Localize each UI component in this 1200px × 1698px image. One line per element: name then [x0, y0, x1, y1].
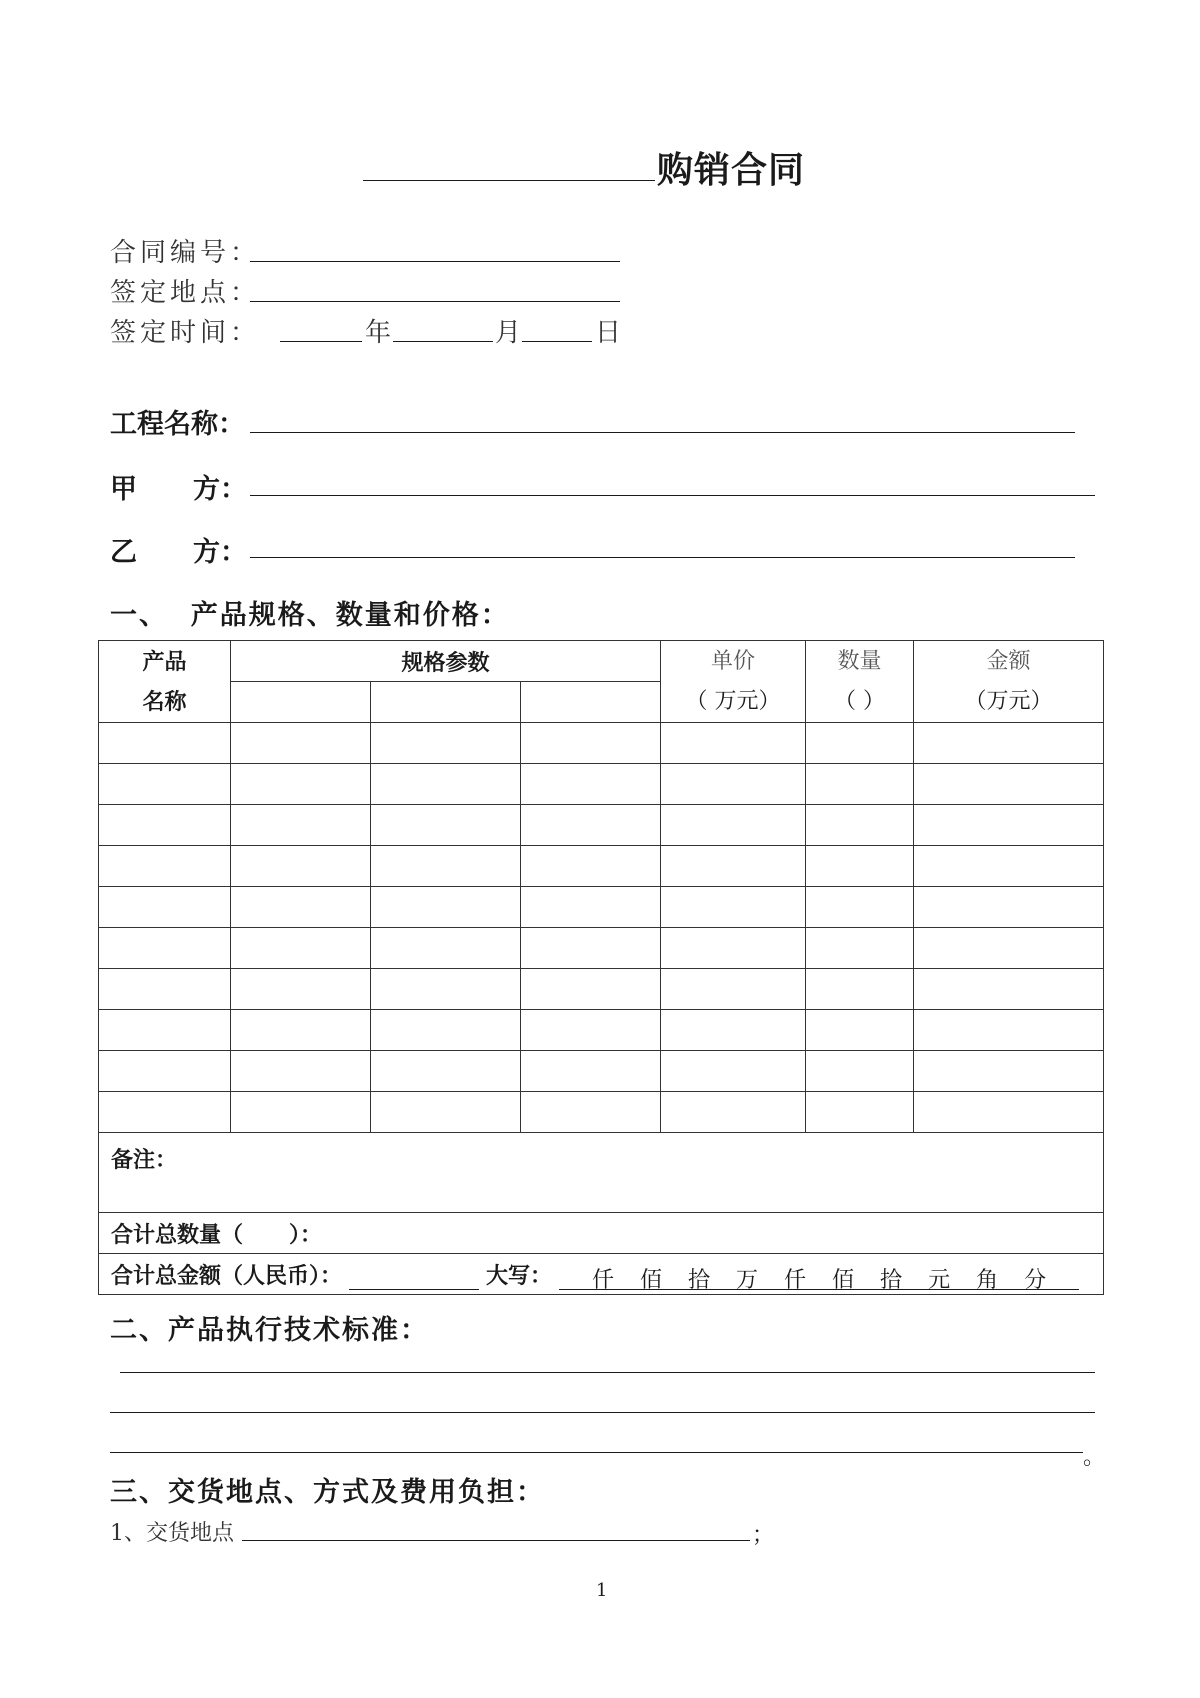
- contract-no-label: 合同编号：: [110, 238, 261, 268]
- page-title: 购销合同: [657, 149, 806, 191]
- total-amount-field[interactable]: [349, 1263, 479, 1290]
- table-cell[interactable]: [914, 805, 1104, 846]
- uppercase-unit-char: 角: [976, 1267, 999, 1293]
- table-cell[interactable]: [231, 969, 371, 1010]
- table-cell[interactable]: [99, 969, 231, 1010]
- uppercase-label: 大写：: [486, 1262, 553, 1289]
- table-cell[interactable]: [231, 1010, 371, 1051]
- year-label: 年: [365, 318, 396, 348]
- sign-year-field[interactable]: [280, 341, 362, 342]
- day-label: 日: [595, 318, 626, 348]
- section2-heading: 二、产品执行技术标准：: [110, 1315, 429, 1346]
- table-cell[interactable]: [521, 723, 661, 764]
- uppercase-unit-char: 元: [928, 1267, 951, 1293]
- tech-standard-end-mark: 。: [1083, 1445, 1106, 1470]
- table-cell[interactable]: [806, 928, 914, 969]
- total-qty-label: 合计总数量（ ）：: [111, 1221, 322, 1248]
- table-cell[interactable]: [371, 846, 521, 887]
- table-cell[interactable]: [661, 887, 806, 928]
- table-cell[interactable]: [231, 805, 371, 846]
- col-header-amount-line2: （万元）: [964, 688, 1053, 714]
- table-cell[interactable]: [806, 723, 914, 764]
- page-number: 1: [596, 1580, 608, 1601]
- table-cell[interactable]: [914, 928, 1104, 969]
- product-table: [98, 640, 1104, 1295]
- table-cell[interactable]: [521, 969, 661, 1010]
- col-header-product-line2: 名称: [142, 688, 187, 715]
- table-cell[interactable]: [914, 1010, 1104, 1051]
- remark-cell[interactable]: [99, 1133, 1104, 1213]
- col-header-qty: [806, 641, 914, 723]
- sign-time-label: 签定时间：: [110, 318, 261, 348]
- tech-standard-line-1[interactable]: [120, 1372, 1095, 1373]
- uppercase-unit-char: 拾: [687, 1267, 710, 1293]
- remark-label: 备注：: [111, 1147, 178, 1173]
- table-cell[interactable]: [914, 887, 1104, 928]
- sign-place-field[interactable]: [250, 301, 620, 302]
- table-cell[interactable]: [231, 723, 371, 764]
- table-cell[interactable]: [521, 1010, 661, 1051]
- party-b-label: 方：: [193, 537, 247, 568]
- table-cell[interactable]: [371, 723, 521, 764]
- table-cell[interactable]: [661, 1051, 806, 1092]
- party-a-label: 方：: [193, 474, 247, 505]
- col-header-unit-price: [661, 641, 806, 723]
- table-cell[interactable]: [371, 887, 521, 928]
- total-qty-cell[interactable]: [99, 1213, 1104, 1254]
- table-row: [99, 723, 1104, 764]
- table-cell[interactable]: [99, 723, 231, 764]
- table-cell[interactable]: [914, 969, 1104, 1010]
- tech-standard-line-2[interactable]: [110, 1412, 1095, 1413]
- uppercase-unit-char: 佰: [639, 1267, 662, 1293]
- table-row: [99, 805, 1104, 846]
- table-cell[interactable]: [371, 969, 521, 1010]
- table-cell[interactable]: [806, 1092, 914, 1133]
- total-amount-label: 合计总金额（人民币）：: [111, 1262, 343, 1289]
- table-cell[interactable]: [371, 1051, 521, 1092]
- table-cell[interactable]: [806, 887, 914, 928]
- table-cell[interactable]: [99, 764, 231, 805]
- col-header-amount: [914, 641, 1104, 723]
- col-header-qty-line2: （ ）: [834, 688, 885, 714]
- table-cell[interactable]: [914, 1092, 1104, 1133]
- table-row: [99, 969, 1104, 1010]
- table-cell[interactable]: [371, 805, 521, 846]
- table-cell[interactable]: [661, 928, 806, 969]
- title-blank-line[interactable]: [363, 180, 655, 181]
- col-header-product: [99, 641, 231, 723]
- uppercase-unit-char: 仟: [784, 1267, 807, 1293]
- table-cell[interactable]: [99, 1010, 231, 1051]
- table-row: [99, 928, 1104, 969]
- month-label: 月: [495, 318, 526, 348]
- col-header-amount-line1: 金额: [986, 648, 1031, 674]
- table-cell[interactable]: [806, 805, 914, 846]
- table-cell[interactable]: [661, 805, 806, 846]
- table-row: [99, 846, 1104, 887]
- uppercase-unit-char: 拾: [880, 1267, 903, 1293]
- section3-heading: 三、交货地点、方式及费用负担：: [110, 1477, 545, 1508]
- table-cell[interactable]: [521, 928, 661, 969]
- sign-day-field[interactable]: [522, 341, 592, 342]
- table-cell[interactable]: [371, 1010, 521, 1051]
- project-name-label: 工程名称：: [110, 409, 245, 440]
- table-cell[interactable]: [806, 846, 914, 887]
- table-cell[interactable]: [371, 1092, 521, 1133]
- table-cell[interactable]: [231, 1092, 371, 1133]
- table-cell[interactable]: [661, 764, 806, 805]
- table-cell[interactable]: [231, 764, 371, 805]
- contract-no-field[interactable]: [250, 261, 620, 262]
- party-a-field[interactable]: [250, 495, 1095, 496]
- sign-month-field[interactable]: [393, 341, 493, 342]
- table-cell[interactable]: [914, 764, 1104, 805]
- table-cell[interactable]: [806, 1010, 914, 1051]
- table-cell[interactable]: [914, 846, 1104, 887]
- table-row: [99, 1092, 1104, 1133]
- table-cell[interactable]: [371, 764, 521, 805]
- spec-subcol-2[interactable]: [371, 682, 521, 723]
- table-row: [99, 887, 1104, 928]
- delivery-place-field[interactable]: [242, 1540, 750, 1541]
- table-cell[interactable]: [99, 805, 231, 846]
- uppercase-unit-char: 万: [736, 1267, 759, 1293]
- table-cell[interactable]: [371, 928, 521, 969]
- party-a-char: 甲: [110, 474, 137, 505]
- party-b-field[interactable]: [250, 557, 1075, 558]
- col-header-unit-price-line1: 单价: [710, 648, 755, 674]
- table-cell[interactable]: [661, 1092, 806, 1133]
- section1-heading: 一、 产品规格、数量和价格：: [110, 600, 510, 631]
- party-b-char: 乙: [110, 537, 137, 568]
- table-cell[interactable]: [99, 846, 231, 887]
- table-cell[interactable]: [231, 887, 371, 928]
- table-cell[interactable]: [99, 887, 231, 928]
- total-amount-cell: [99, 1254, 1104, 1295]
- table-cell[interactable]: [521, 846, 661, 887]
- table-cell[interactable]: [231, 846, 371, 887]
- table-cell[interactable]: [521, 764, 661, 805]
- uppercase-amount-field[interactable]: [559, 1263, 1079, 1293]
- delivery-place-end: ；: [752, 1523, 775, 1548]
- table-cell[interactable]: [806, 969, 914, 1010]
- table-cell[interactable]: [99, 1092, 231, 1133]
- table-cell[interactable]: [521, 1051, 661, 1092]
- table-cell[interactable]: [99, 928, 231, 969]
- table-cell[interactable]: [661, 969, 806, 1010]
- sign-place-label: 签定地点：: [110, 278, 261, 308]
- table-row: [99, 764, 1104, 805]
- tech-standard-line-3[interactable]: [110, 1452, 1083, 1453]
- table-cell[interactable]: [99, 1051, 231, 1092]
- col-header-spec: 规格参数: [231, 641, 661, 682]
- table-cell[interactable]: [231, 928, 371, 969]
- table-cell[interactable]: [914, 1051, 1104, 1092]
- table-cell[interactable]: [661, 1010, 806, 1051]
- table-cell[interactable]: [521, 887, 661, 928]
- col-header-product-line1: 产品: [142, 648, 187, 675]
- table-cell[interactable]: [914, 723, 1104, 764]
- table-cell[interactable]: [231, 1051, 371, 1092]
- table-cell[interactable]: [661, 723, 806, 764]
- table-cell[interactable]: [806, 1051, 914, 1092]
- delivery-place-label: 1、交货地点: [110, 1521, 234, 1546]
- uppercase-unit-char: 仟: [591, 1267, 614, 1293]
- col-header-qty-line1: 数量: [837, 648, 882, 674]
- table-cell[interactable]: [521, 1092, 661, 1133]
- uppercase-unit-char: 分: [1024, 1267, 1047, 1293]
- table-row: [99, 1051, 1104, 1092]
- table-cell[interactable]: [661, 846, 806, 887]
- spec-subcol-3[interactable]: [521, 682, 661, 723]
- table-cell[interactable]: [521, 805, 661, 846]
- uppercase-unit-char: 佰: [832, 1267, 855, 1293]
- col-header-unit-price-line2: （ 万元）: [685, 688, 781, 714]
- spec-subcol-1[interactable]: [231, 682, 371, 723]
- table-row: [99, 1010, 1104, 1051]
- project-name-field[interactable]: [250, 432, 1075, 433]
- table-cell[interactable]: [806, 764, 914, 805]
